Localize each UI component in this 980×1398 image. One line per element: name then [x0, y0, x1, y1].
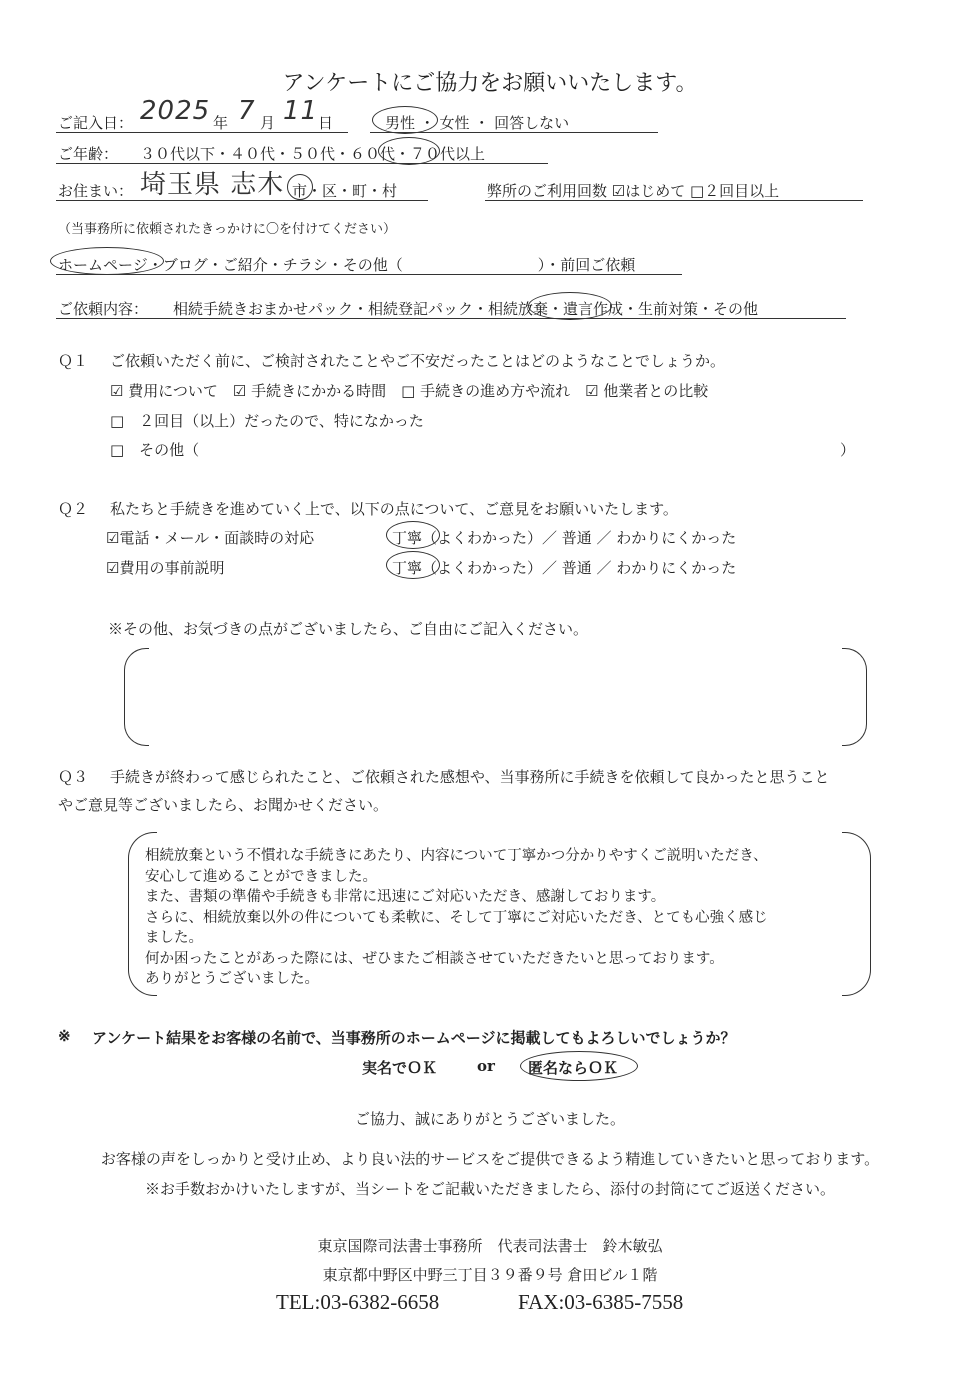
q3-answer-line: 安心して進めることができました。 [145, 868, 377, 885]
q3-answer-line: また、書類の準備や手続きも非常に迅速にご対応いただき、感謝しております。 [145, 889, 666, 905]
entry-year-unit: 年 [213, 114, 229, 132]
q3-question-line2: やご意見等ございましたら、お聞かせください。 [58, 796, 389, 814]
q2-question: 私たちと手続きを進めていく上で、以下の点について、ご意見をお願いいたします。 [110, 500, 678, 518]
office-name: 東京国際司法書士事務所 代表司法書士 鈴木敏弘 [317, 1237, 663, 1255]
q3-answer [145, 846, 768, 990]
page-title: アンケートにご協力をお願いいたします。 [282, 71, 698, 96]
q2-item-fee: ☑費用の事前説明 [106, 559, 225, 577]
q1-options-row1: ☑ 費用について ☑ 手続きにかかる時間 □ 手続きの進め方や流れ ☑ 他業者との比較 [110, 382, 709, 400]
gender-underline [370, 132, 658, 133]
entry-month-handwritten: 7 [238, 96, 256, 126]
q1-number: Ｑ１ [58, 352, 89, 370]
closing-message: お客様の声をしっかりと受け止め、より良い法的サービスをご提供できるよう精進していきたいと思っております。 [100, 1150, 880, 1168]
office-address: 東京都中野区中野三丁目３９番９号 倉田ビル１階 [322, 1266, 658, 1284]
age-underline [56, 163, 548, 164]
publish-or: or [477, 1057, 495, 1075]
closing-return-note: ※お手数おかけいたしますが、当シートをご記載いただきましたら、添付の封筒にてご返送ください。 [144, 1180, 835, 1198]
visit-count-underline [485, 200, 863, 201]
q2-contact-selected-circle [386, 521, 440, 549]
q3-question-line1: 手続きが終わって感じられたこと、ご依頼された感想や、当事務所に手続きを依頼して良かったと思うこと [110, 768, 830, 786]
q3-answer-bracket-right [842, 832, 871, 996]
trigger-homepage-circle [50, 247, 164, 275]
q3-number: Ｑ３ [58, 768, 89, 786]
request-options: 相続手続きおまかせパック・相続登記パック・相続放棄・遺言作成・生前対策・その他 [173, 300, 759, 318]
gender-options: 男性 ・ 女性 ・ 回答しない [385, 114, 570, 132]
residence-label: お住まい： [58, 182, 134, 200]
entry-day-handwritten: 11 [283, 96, 319, 126]
q1-other-close: ） [840, 441, 856, 459]
trigger-underline [56, 274, 682, 275]
q2-comment-bracket-right [842, 648, 867, 746]
residence-units: 市・区・町・村 [292, 182, 398, 200]
q3-answer-line: 相続放棄という不慣れな手続きにあたり、内容について丁寧かつ分かりやすくご説明いただき、 [145, 848, 768, 864]
entry-date-underline [56, 132, 348, 133]
q3-answer-line: ありがとうございました。 [145, 971, 319, 987]
age-label: ご年齢： [58, 145, 119, 163]
q2-number: Ｑ２ [58, 500, 89, 518]
trigger-note: （当事務所に依頼されたきっかけに〇を付けてください） [58, 222, 397, 237]
q2-rating-contact: 丁寧（よくわかった）／ 普通 ／ わかりにくかった [392, 529, 737, 547]
age-selected-circle [378, 137, 440, 165]
publish-option-realname: 実名でＯＫ [362, 1059, 438, 1077]
publish-option-anonymous: 匿名ならＯＫ [528, 1059, 619, 1077]
entry-day-unit: 日 [318, 114, 334, 132]
q2-note: ※その他、お気づきの点がございましたら、ご自由にご記入ください。 [108, 620, 589, 638]
gender-selected-circle [372, 106, 438, 134]
entry-year-handwritten: 2025 [140, 96, 211, 126]
residence-city-circle [287, 174, 313, 200]
q1-options-row3: □ その他（ [110, 441, 200, 459]
q2-comment-bracket-left [124, 648, 149, 746]
request-selected-circle [528, 292, 612, 320]
q2-item-contact: ☑電話・メール・面談時の対応 [106, 529, 315, 547]
publish-selected-circle [520, 1051, 638, 1081]
q3-answer-line: さらに、相続放棄以外の件についても柔軟に、そして丁寧にご対応いただき、とても心強く感じ [145, 909, 768, 926]
trigger-options: ホームページ・ブログ・ご紹介・チラシ・その他（ ）・前回ご依頼 [58, 256, 636, 274]
q3-answer-line: 何か困ったことがあった際には、ぜひまたご相談させていただきたいと思っております。 [145, 950, 724, 967]
office-tel: TEL:03-6382-6658 [276, 1290, 440, 1314]
q2-fee-selected-circle [386, 551, 440, 579]
closing-thanks: ご協力、誠にありがとうございました。 [354, 1110, 625, 1128]
q3-answer-line: ました。 [145, 930, 203, 946]
publish-question: アンケート結果をお客様の名前で、当事務所のホームページに掲載してもよろしいでしょうか？ [92, 1029, 736, 1047]
entry-date-label: ご記入日： [58, 114, 134, 132]
publish-mark: ※ [58, 1027, 71, 1045]
visit-count: 弊所のご利用回数 ☑はじめて □２回目以上 [487, 182, 780, 200]
age-options: ３０代以下・４０代・５０代・６０代・７０代以上 [140, 145, 486, 163]
request-label: ご依頼内容： [58, 300, 149, 318]
residence-underline [56, 200, 428, 201]
office-fax: FAX:03-6385-7558 [518, 1290, 684, 1314]
request-underline [56, 318, 846, 319]
residence-handwritten: 埼玉県 志木 [140, 170, 285, 200]
entry-month-unit: 月 [260, 114, 276, 132]
q2-rating-fee: 丁寧（よくわかった）／ 普通 ／ わかりにくかった [392, 559, 737, 577]
q1-options-row2: □ ２回目（以上）だったので、特になかった [110, 412, 424, 430]
q1-question: ご依頼いただく前に、ご検討されたことやご不安だったことはどのようなことでしょうか。 [110, 352, 726, 370]
